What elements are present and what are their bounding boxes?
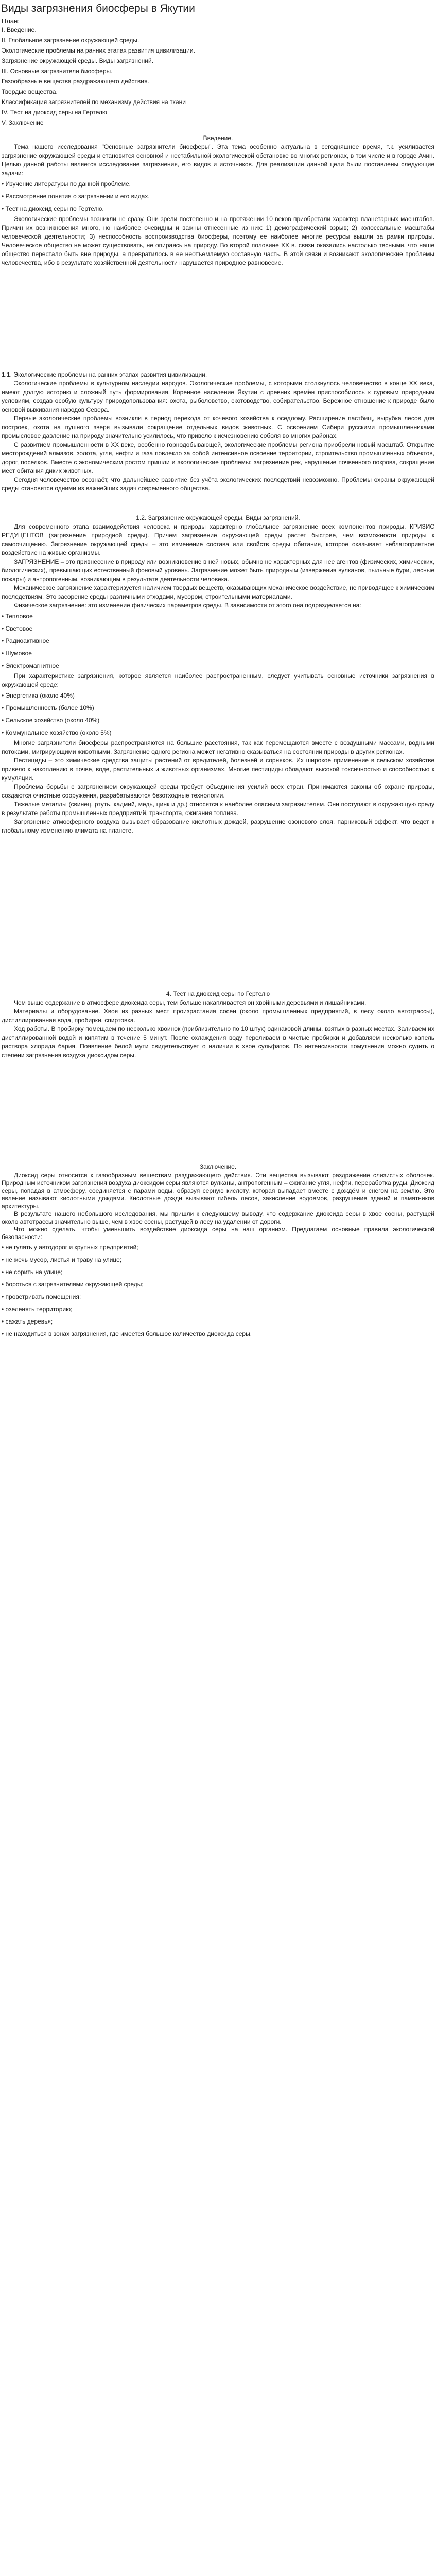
plan-list	[0, 25, 436, 128]
safety-rule-item: • сажать деревья;	[2, 1315, 436, 1328]
section-2-tail-paragraph: Пестициды – это химические средства защиты растений от вредителей, болезней и сорняков. Их широкое применение в сельском хозяйстве привело к накоплению в почве, воде, растительных и животных организмах. Многие пестициды обладают высокой токсичностью и способностью к кумуляции.	[2, 757, 434, 782]
conclusion-heading: Заключение.	[199, 1163, 237, 1171]
safety-rule-item: • озеленять территорию;	[2, 1303, 436, 1315]
safety-rule-item: • проветривать помещения;	[2, 1291, 436, 1303]
plan-item: Газообразные вещества раздражающего действия.	[2, 78, 149, 85]
pollution-source-item: • Сельское хозяйство (около 40%)	[2, 714, 436, 726]
section-2-paragraph: Механическое загрязнение характеризуется наличием твердых веществ, оказывающих механическое воздействие, не приводящее к химическим последствиям. Это засорение среды различными отходами, мусором, строительными материалами.	[2, 584, 434, 600]
safety-rule-item: • бороться с загрязнителями окружающей среды;	[2, 1278, 436, 1291]
section-2-paragraph: Физическое загрязнение: это изменение физических параметров среды. В зависимости от этого она подразделяется на:	[14, 602, 361, 609]
safety-rule-item: • не сорить на улице;	[2, 1266, 436, 1278]
pollution-source-item: • Коммунальное хозяйство (около 5%)	[2, 726, 436, 739]
pollution-sources-list	[0, 689, 436, 739]
plan-item: Твердые вещества.	[2, 88, 58, 95]
section-2-paragraph: Для современного этапа взаимодействия человека и природы характерно глобальное загрязнение всех компонентов природы. КРИЗИС РЕДУЦЕНТОВ (загрязнение природной среды). Причем загрязнение окружающей среды растет быстрее, чем возможности природы к самоочищению. Загрязнение окружающей среды – это изменение состава или свойств среды обитания, которое оказывает неблагоприятное воздействие на живые организмы.	[2, 523, 434, 556]
pollution-type-item: • Шумовое	[2, 647, 436, 659]
pollution-type-item: • Электромагнитное	[2, 659, 436, 672]
section-1-paragraph: Экологические проблемы в культурном наследии народов. Экологические проблемы, с которыми столкнулось человечество в конце ХХ века, имеют долгую историю и сложный путь формирования. Коренное население Якутии с древних времён приспособилось к суровым природным условиям, создав особую культуру природопользования: охота, рыболовство, скотоводство, собирательство. Бережное отношение к природе было основой выживания народов Севера.	[2, 380, 434, 413]
section-1-heading: 1.1. Экологические проблемы на ранних этапах развития цивилизации.	[2, 371, 207, 378]
plan-item: Экологические проблемы на ранних этапах развития цивилизации.	[2, 47, 195, 54]
section-1-paragraph: Сегодня человечество осознаёт, что дальнейшее развитие без учёта экологических последствий невозможно. Проблемы охраны окружающей среды становятся одними из важнейших задач современного общества.	[2, 476, 434, 492]
safety-rules-list	[0, 1241, 436, 1340]
introduction-heading: Введение.	[203, 134, 233, 142]
task-item: • Рассмотрение понятия о загрязнении и его видах.	[2, 190, 436, 202]
pollution-type-item: • Тепловое	[2, 610, 436, 622]
plan-item: Классификация загрязнителей по механизму действия на ткани	[2, 98, 186, 106]
section-2-heading: 1.2. Загрязнение окружающей среды. Виды загрязнений.	[136, 514, 300, 521]
section-2-tail-paragraph: Многие загрязнители биосферы распространяются на большие расстояния, так как перемещаются вместе с воздушными массами, водными потоками, мигрирующими животными. Загрязнение одного региона может негативно сказываться на состоянии природы в других регионах.	[2, 739, 434, 755]
pollution-type-item: • Световое	[2, 622, 436, 635]
section-2-tail-paragraph: Тяжелые металлы (свинец, ртуть, кадмий, медь, цинк и др.) относятся к наиболее опасным загрязнителям. Они поступают в окружающую среду в результате работы промышленных предприятий, транспорта, сжигания топлива.	[2, 801, 434, 817]
pollution-source-item: • Промышленность (более 10%)	[2, 702, 436, 714]
section-4-paragraph: Материалы и оборудование. Хвоя из разных мест произрастания сосен (около промышленных предприятий, в лесу около автотрассы), дистиллированная вода, пробирки, спиртовка.	[2, 1008, 434, 1024]
conclusion-paragraph: Что можно сделать, чтобы уменьшить воздействие диоксида серы на наш организм. Предлагаем основные правила экологической безопасности:	[2, 1226, 434, 1241]
conclusion-paragraph: В результате нашего небольшого исследования, мы пришли к следующему выводу, что содержание диоксида серы в хвое сосны, растущей около автотрассы значительно выше, чем в хвое сосны, растущей в лесу на удалении от дороги.	[2, 1210, 434, 1225]
section-4-paragraph: Ход работы. В пробирку помещаем по несколько хвоинок (приблизительно по 10 штук) одинаковой длины, взятых в разных местах. Заливаем их дистиллированной водой и кипятим в течение 5 минут. После охлаждения воду переливаем в чистые пробирки и добавляем несколько капель раствора хлорида бария. Появление белой мути свидетельствует о наличии в хвое сульфатов. По интенсивности помутнения можно судить о степени загрязнения воздуха диоксидом серы.	[2, 1025, 434, 1059]
safety-rule-item: • не находиться в зонах загрязнения, где имеется большое количество диоксида серы.	[2, 1328, 436, 1340]
plan-item: I. Введение.	[2, 26, 37, 33]
introduction-closing: Экологические проблемы возникли не сразу. Они зрели постепенно и на протяжении 10 веков приобретали характер планетарных масштабов. Причин их возникновения много, но наиболее очевидны и важны отнесенные из них: 1) демографический взрыв; 2) колоссальные масштабы человеческой деятельности; 3) неспособность воспроизводства биосферы, поэтому ее наиболее многие ресурсы вышли за рамки природы. Человеческое общество не может существовать, не опираясь на природу. Во второй половине ХХ в. связи оказались настолько тесными, что наше общество перестало быть вне природы, а превратилось в ее неотъемлемую составную часть. В этой связи и возникают экологические проблемы человечества, ибо в результате хозяйственной деятельности нарушается природное равновесие.	[2, 215, 434, 266]
task-item: • Тест на диоксид серы по Гертелю.	[2, 202, 436, 215]
section-2-paragraph: ЗАГРЯЗНЕНИЕ – это привнесение в природу или возникновение в ней новых, обычно не характерных для нее агентов (физических, химических, биологических), превышающих естественный фоновый уровень. Загрязнение может быть природным (извержения вулканов, пыльные бури, лесные пожары) и антропогенным, возникающим в результате деятельности человека.	[2, 558, 434, 583]
pollution-source-item: • Энергетика (около 40%)	[2, 689, 436, 702]
introduction-task-list	[0, 178, 436, 215]
section-1-paragraph: Первые экологические проблемы возникли в период перехода от кочевого хозяйства к оседлому. Расширение пастбищ, вырубка лесов для построек, охота на пушного зверя вызывали сокращение отдельных видов животных. С освоением Сибири русскими промышленниками промысловое давление на природу значительно усилилось, что привело к исчезновению соболя во многих районах.	[2, 415, 434, 439]
plan-item: V. Заключение	[2, 119, 44, 126]
plan-item: III. Основные загрязнители биосферы.	[2, 67, 113, 75]
section-2-after-paragraph: При характеристике загрязнения, которое является наиболее распространенным, следует учитывать основные источники загрязнения в окружающей среде:	[2, 672, 434, 688]
section-2-tail-paragraph: Проблема борьбы с загрязнением окружающей среды требует объединения усилий всех стран. Принимаются законы об охране природы, создаются очистные сооружения, разрабатываются безотходные технологии.	[2, 783, 434, 799]
section-2-tail-paragraph: Загрязнение атмосферного воздуха вызывает образование кислотных дождей, разрушение озонового слоя, парниковый эффект, что ведет к глобальному изменению климата на планете.	[2, 818, 434, 834]
plan-item: Загрязнение окружающей среды. Виды загрязнений.	[2, 57, 154, 64]
plan-heading: План:	[2, 17, 20, 25]
document-title: Виды загрязнения биосферы в Якутии	[1, 3, 195, 14]
conclusion-paragraph: Диоксид серы относится к газообразным веществам раздражающего действия. Эти вещества вызывают раздражение слизистых оболочек. Природным источником загрязнения воздуха диоксидом серы являются вулканы, антропогенным – сжигание угля, нефти, переработка руды. Диоксид серы, попадая в атмосферу, соединяется с парами воды, образуя серную кислоту, которая выпадает вместе с дождём и снегом на землю. Это явление называют кислотными дождями. Кислотные дожди вызывают гибель лесов, закисление водоемов, разрушение зданий и памятников архитектуры.	[2, 1172, 434, 1210]
physical-pollution-types	[0, 610, 436, 672]
introduction-paragraph: Тема нашего исследования "Основные загрязнители биосферы". Эта тема особенно актуальна в сегодняшнее время, т.к. усиливается загрязнение окружающей среды и становится основной и нестабильной экологической обстановке во многих регионах, в том числе и в городе Ачин. Целью данной работы является исследование загрязнения, его видов и источников. Для реализации данной цели были поставлены следующие задачи:	[2, 143, 434, 177]
plan-item: II. Глобальное загрязнение окружающей среды.	[2, 37, 139, 44]
task-item: • Изучение литературы по данной проблеме.	[2, 178, 436, 190]
plan-item: IV. Тест на диоксид серы на Гертелю	[2, 109, 107, 116]
section-4-paragraph: Чем выше содержание в атмосфере диоксида серы, тем больше накапливается он хвойными деревьями и лишайниками.	[14, 999, 367, 1006]
pollution-type-item: • Радиоактивное	[2, 635, 436, 647]
section-4-heading: 4. Тест на диоксид серы по Гертелю	[166, 990, 270, 997]
safety-rule-item: • не жечь мусор, листья и траву на улице;	[2, 1253, 436, 1266]
section-1-paragraph: С развитием промышленности в ХХ веке, особенно горнодобывающей, экологические проблемы региона приобрели новый масштаб. Открытие месторождений алмазов, золота, угля, нефти и газа повлекло за собой интенсивное освоение территории, строительство промышленных объектов, дорог, поселков. Вместе с экономическим ростом пришли и экологические проблемы: загрязнение рек, нарушение почвенного покрова, сокращение мест обитания диких животных.	[2, 441, 434, 474]
safety-rule-item: • не гулять у автодорог и крупных предприятий;	[2, 1241, 436, 1253]
